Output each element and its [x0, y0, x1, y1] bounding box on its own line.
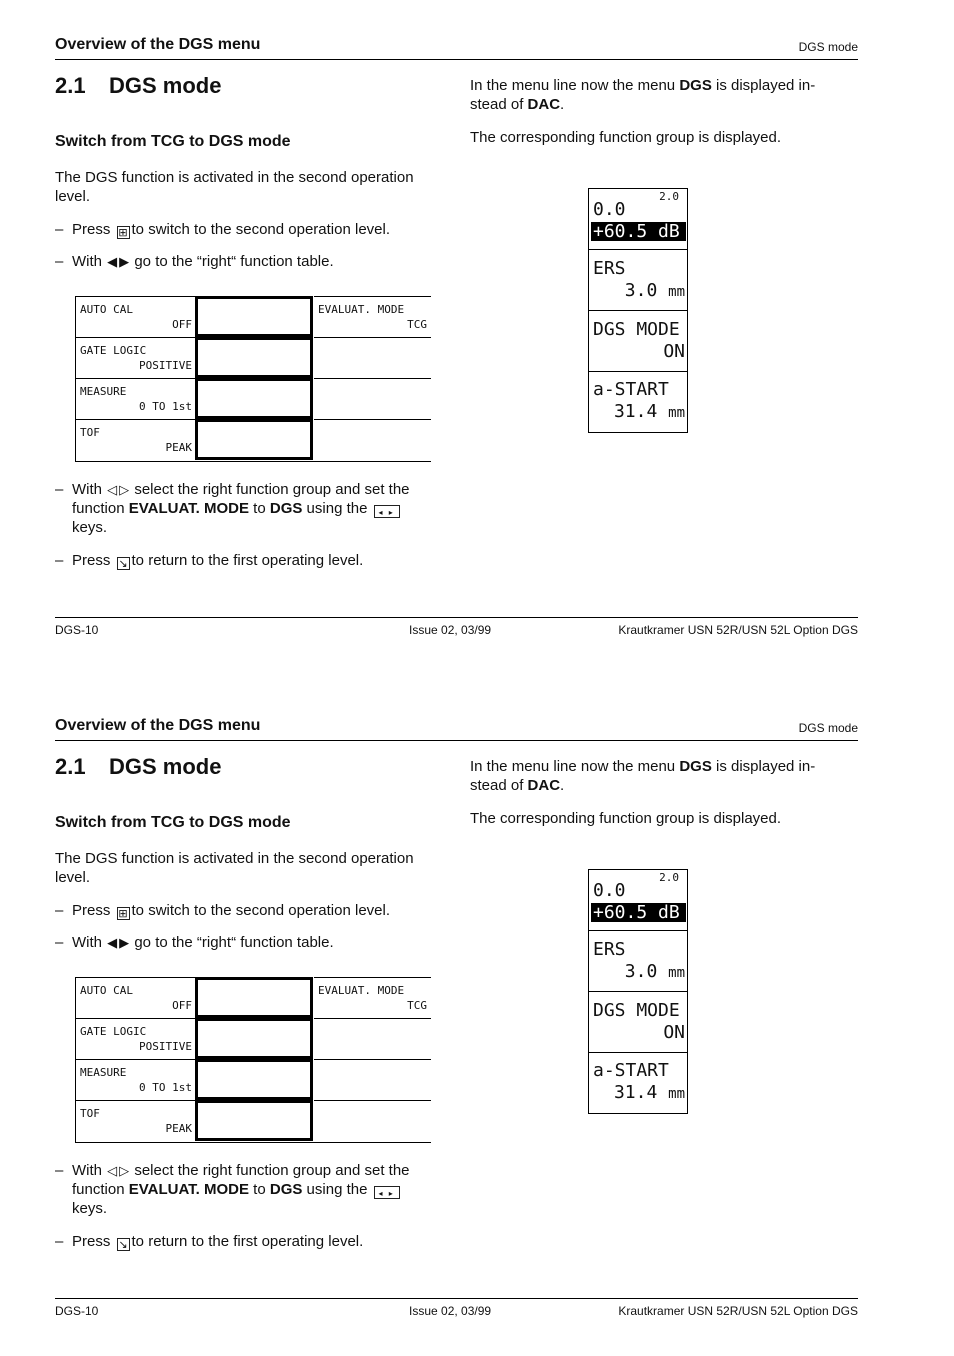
- step-press-plus: – Press ⊞ to switch to the second operation level.: [55, 902, 391, 920]
- lcd-ers-segment: ERS 3.0 mm: [589, 250, 687, 311]
- header-section: DGS mode: [798, 721, 858, 735]
- lcd-gain-value: 0.0: [593, 880, 626, 901]
- page-1: [0, 0, 954, 675]
- table-cell: [314, 419, 431, 461]
- function-group-paragraph: The corresponding function group is displayed.: [470, 810, 782, 827]
- subsection-title: Switch from TCG to DGS mode: [55, 133, 291, 150]
- right-open-arrow-icon: ▷: [119, 482, 130, 497]
- table-cell: TOF PEAK: [75, 419, 196, 461]
- plus-key-icon: ⊞: [118, 227, 128, 239]
- lcd-step-value: 2.0: [659, 190, 679, 203]
- table-cell: TOF PEAK: [75, 1100, 196, 1142]
- table-cell-selected: [195, 296, 313, 337]
- right-arrow-key-icon: ▶: [119, 254, 130, 269]
- menu-line-paragraph: In the menu line now the menu DGS is displayed in-stead of DAC.: [470, 758, 816, 794]
- subsection-title: Switch from TCG to DGS mode: [55, 814, 291, 831]
- header-title: Overview of the DGS menu: [55, 36, 261, 53]
- lcd-gain-value: 0.0: [593, 199, 626, 220]
- lcd-step-value: 2.0: [659, 871, 679, 884]
- lcd-dgs-segment: DGS MODE ON: [589, 311, 687, 372]
- right-arrow-key-icon: ▶: [119, 935, 130, 950]
- return-key-icon: ↘: [118, 558, 128, 570]
- right-open-arrow-icon: ▷: [119, 1163, 130, 1178]
- table-cell-selected: [195, 419, 313, 460]
- lcd-gain-segment: [589, 189, 687, 250]
- step-press-plus: – Press ⊞ to switch to the second operation level.: [55, 221, 391, 239]
- lcd-astart-segment: a-START 31.4 mm: [593, 379, 685, 422]
- header-section: DGS mode: [798, 40, 858, 54]
- section-title: [55, 754, 221, 780]
- section-number: 2.1: [55, 754, 86, 779]
- table-cell: AUTO CAL OFF: [75, 296, 196, 338]
- table-cell: [314, 1059, 431, 1101]
- step-arrows: – With ◀ ▶ go to the “right“ function table.: [55, 934, 334, 951]
- step-arrows: – With ◀ ▶ go to the “right“ function table.: [55, 253, 334, 270]
- table-cell: EVALUAT. MODE TCG: [314, 296, 431, 338]
- table-cell: [314, 337, 431, 379]
- table-cell-selected: [195, 337, 313, 378]
- table-cell: [314, 1100, 431, 1142]
- step-keys-icon: ◂ ▸: [374, 1186, 400, 1199]
- step-return: – Press ↘ to return to the first operating level.: [55, 1233, 364, 1251]
- table-cell: EVALUAT. MODE TCG: [314, 977, 431, 1019]
- lcd-gain-total: +60.5 dB: [591, 222, 686, 241]
- table-cell-selected: [195, 1059, 313, 1100]
- table-cell: GATE LOGIC POSITIVE: [75, 337, 196, 379]
- intro-paragraph: The DGS function is activated in the second operation level.: [55, 169, 414, 205]
- function-table: [75, 977, 431, 1143]
- header-title: Overview of the DGS menu: [55, 717, 261, 734]
- table-bottom-rule: [75, 1142, 431, 1143]
- header-rule: [55, 59, 858, 60]
- footer-page-number: DGS-10: [55, 623, 99, 637]
- plus-key-icon: ⊞: [118, 908, 128, 920]
- table-cell-selected: [195, 977, 313, 1018]
- table-cell: [314, 1018, 431, 1060]
- footer-rule: [55, 1298, 858, 1299]
- section-name: DGS mode: [109, 73, 222, 98]
- table-cell-selected: [195, 1100, 313, 1141]
- section-name: DGS mode: [109, 754, 222, 779]
- left-open-arrow-icon: ◁: [107, 482, 118, 497]
- footer-product: Krautkramer USN 52R/USN 52L Option DGS: [618, 623, 858, 637]
- intro-paragraph: The DGS function is activated in the second operation level.: [55, 850, 414, 886]
- lcd-ers-segment: ERS 3.0 mm: [589, 931, 687, 992]
- lcd-display: [588, 188, 688, 433]
- left-arrow-key-icon: ◀: [107, 254, 118, 269]
- lcd-display: [588, 869, 688, 1114]
- step-return: – Press ↘ to return to the first operating level.: [55, 552, 364, 570]
- function-group-paragraph: The corresponding function group is displayed.: [470, 129, 782, 146]
- table-cell: MEASURE 0 TO 1st: [75, 1059, 196, 1101]
- return-key-icon: ↘: [118, 1239, 128, 1251]
- table-cell: GATE LOGIC POSITIVE: [75, 1018, 196, 1060]
- header-rule: [55, 740, 858, 741]
- footer-issue: Issue 02, 03/99: [409, 1304, 492, 1318]
- step-keys-icon: ◂ ▸: [374, 505, 400, 518]
- function-table: [75, 296, 431, 462]
- step-select-group: – With ◁ ▷ select the right function group and set the function EVALUAT. MODE to DGS using the ◂ ▸ keys.: [55, 1162, 410, 1217]
- lcd-astart-segment: a-START 31.4 mm: [593, 1060, 685, 1103]
- lcd-dgs-segment: DGS MODE ON: [589, 992, 687, 1053]
- lcd-gain-total: +60.5 dB: [591, 903, 686, 922]
- table-cell-selected: [195, 1018, 313, 1059]
- left-arrow-key-icon: ◀: [107, 935, 118, 950]
- table-cell: AUTO CAL OFF: [75, 977, 196, 1019]
- table-cell-selected: [195, 378, 313, 419]
- footer-product: Krautkramer USN 52R/USN 52L Option DGS: [618, 1304, 858, 1318]
- left-open-arrow-icon: ◁: [107, 1163, 118, 1178]
- table-cell: [314, 378, 431, 420]
- footer-issue: Issue 02, 03/99: [409, 623, 492, 637]
- footer-rule: [55, 617, 858, 618]
- footer-page-number: DGS-10: [55, 1304, 99, 1318]
- page-2: [0, 681, 954, 1356]
- table-cell: MEASURE 0 TO 1st: [75, 378, 196, 420]
- section-number: 2.1: [55, 73, 86, 98]
- menu-line-paragraph: In the menu line now the menu DGS is displayed in-stead of DAC.: [470, 77, 816, 113]
- table-bottom-rule: [75, 461, 431, 462]
- lcd-gain-segment: [589, 870, 687, 931]
- step-select-group: – With ◁ ▷ select the right function group and set the function EVALUAT. MODE to DGS using the ◂ ▸ keys.: [55, 481, 410, 536]
- section-title: [55, 73, 221, 99]
